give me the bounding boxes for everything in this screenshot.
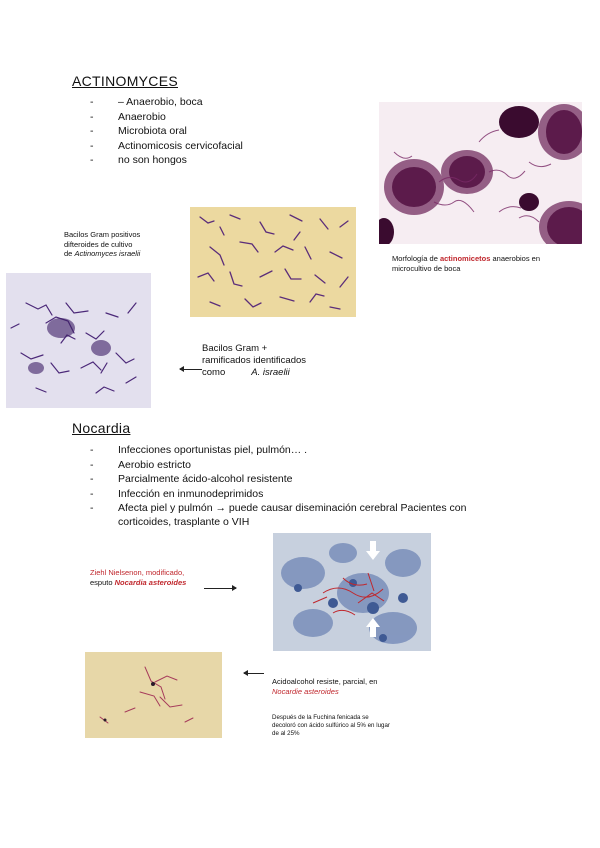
list-item: - Parcialmente ácido-alcohol resistente [90, 472, 520, 487]
caption-text: Morfología de [392, 254, 440, 263]
caption-text: anaerobios en [490, 254, 541, 263]
caption-text: Bacilos Gram + [202, 343, 268, 354]
caption-highlight: actinomicetos [439, 254, 491, 263]
list-item: - Infecciones oportunistas piel, pulmón… . [90, 443, 520, 458]
nocardia-bullet-continuation: corticoides, trasplante o VIH [118, 516, 250, 528]
gram-positive-caption [64, 230, 184, 259]
decolorization-note [272, 714, 407, 738]
ziehl-nielsen-micrograph [273, 533, 431, 651]
list-item: - Afecta piel y pulmón → puede causar diseminación cerebral Pacientes con [90, 501, 520, 516]
nocardia-heading: Nocardia [72, 420, 131, 436]
acid-fast-caption [272, 677, 407, 696]
species-name: Nocardie asteroides [272, 686, 339, 696]
caption-text: esputo [90, 577, 115, 587]
nocardia-bullet-list [90, 443, 520, 516]
arrow-left-icon [244, 673, 264, 674]
actinomycetes-caption [392, 254, 582, 273]
acid-fast-micrograph [85, 652, 222, 738]
branched-bacilli-micrograph [6, 273, 151, 408]
caption-text: Después de la Fuchina fenicada se [272, 714, 369, 721]
ziehl-nielsen-caption [90, 568, 250, 587]
branched-bacilli-caption [202, 343, 332, 379]
caption-text: microcultivo de boca [392, 263, 461, 273]
caption-text: Ziehl Nielsenon, modificado, [90, 568, 185, 577]
actinomyces-bullet-list [90, 95, 350, 168]
actinomycetes-colony-micrograph [379, 102, 582, 244]
actinomyces-heading: ACTINOMYCES [72, 73, 178, 89]
list-item: - Actinomicosis cervicofacial [90, 139, 350, 154]
list-item: - Microbiota oral [90, 124, 350, 139]
list-item: - Anaerobio [90, 110, 350, 125]
gram-stain-culture-micrograph [190, 207, 356, 317]
arrow-right-icon [204, 588, 236, 589]
list-item: - Infección en inmunodeprimidos [90, 487, 520, 502]
species-name: Actinomyces israelii [74, 249, 141, 258]
caption-text: difteroides de cultivo [64, 239, 133, 249]
list-item: - Aerobio estricto [90, 458, 520, 473]
caption-text: como [202, 367, 226, 378]
caption-text: de al 25% [272, 730, 300, 737]
caption-text: Acidoalcohol resiste, parcial, en [272, 677, 378, 686]
arrow-left-icon [180, 369, 202, 370]
species-name: Nocardia asteroides [114, 577, 187, 587]
species-name: A. israelii [251, 367, 290, 378]
caption-text: de [64, 249, 75, 258]
list-item: - – Anaerobio, boca [90, 95, 350, 110]
caption-text: ramificados identificados [202, 355, 307, 366]
caption-text: Bacilos Gram positivos [64, 230, 141, 239]
caption-text: decoloró con ácido sulfúrico al 5% en lugar [272, 722, 390, 729]
list-item: - no son hongos [90, 153, 350, 168]
